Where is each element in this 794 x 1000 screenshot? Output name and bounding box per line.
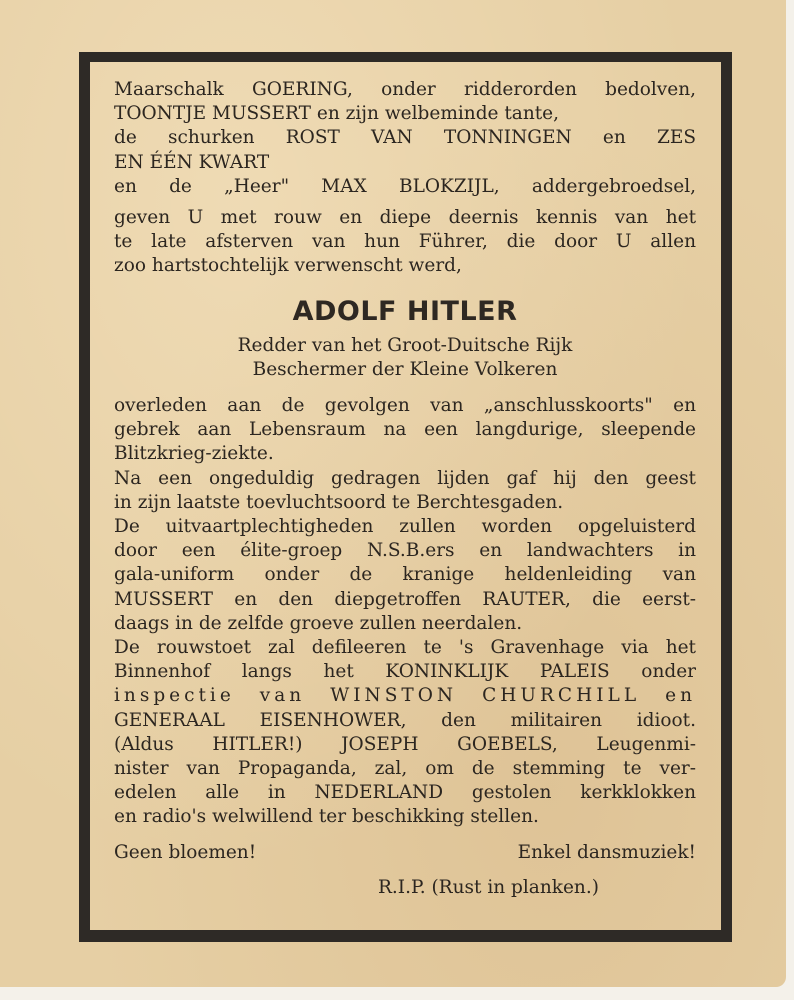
body-line: gala-uniform onder de kranige heldenleiding van bbox=[114, 564, 696, 586]
body-line: inspectie van WINSTON CHURCHILL en bbox=[114, 685, 696, 707]
opening-line: Maarschalk GOERING, onder ridderorden bedolven, bbox=[114, 79, 696, 100]
footer-row bbox=[114, 841, 696, 865]
body-line: Blitzkrieg-ziekte. bbox=[114, 443, 274, 465]
body-line: De uitvaartplechtigheden zullen worden opgeluisterd bbox=[114, 516, 696, 538]
title-line: Redder van het Groot-Duitsche Rijk bbox=[237, 334, 573, 356]
rip-closing: R.I.P. (Rust in planken.) bbox=[378, 876, 599, 898]
body-line: nister van Propaganda, zal, om de stemming te ver- bbox=[114, 758, 696, 780]
body-line: en radio's welwillend ter beschikking stellen. bbox=[114, 806, 539, 828]
body-line: daags in de zelfde groeve zullen neerdalen. bbox=[114, 612, 523, 634]
body-line: De rouwstoet zal defileeren te 's Gravenhage via het bbox=[114, 637, 696, 659]
body-line: Binnenhof langs het KONINKLIJK PALEIS onder bbox=[114, 661, 696, 683]
body-line: (Aldus HITLER!) JOSEPH GOEBELS, Leugenmi- bbox=[114, 733, 696, 755]
body-line: GENERAAL EISENHOWER, den militairen idioot. bbox=[114, 709, 696, 731]
opening-line: en de „Heer" MAX BLOKZIJL, addergebroedsel, bbox=[114, 175, 696, 197]
body-line: gebrek aan Lebensraum na een langdurige, sleepende bbox=[114, 419, 696, 441]
dance-music-note: Enkel dansmuziek! bbox=[517, 841, 696, 863]
obituary-text bbox=[114, 78, 696, 900]
title-line: Beschermer der Kleine Volkeren bbox=[252, 358, 558, 380]
opening-line: de schurken ROST VAN TONNINGEN en ZES bbox=[114, 127, 696, 149]
opening-line: TOONTJE MUSSERT en zijn welbeminde tante, bbox=[114, 103, 560, 125]
announcement-line: geven U met rouw en diepe deernis kennis van het bbox=[114, 207, 696, 229]
announcement-line: zoo hartstochtelijk verwenscht werd, bbox=[114, 255, 462, 277]
body-line: door een élite-groep N.S.B.ers en landwachters in bbox=[114, 540, 696, 562]
no-flowers-note: Geen bloemen! bbox=[114, 841, 257, 863]
body-line: MUSSERT en den diepgetroffen RAUTER, die eerst- bbox=[114, 588, 696, 610]
body-line: Na een ongeduldig gedragen lijden gaf hij den geest bbox=[114, 467, 696, 489]
body-line: overleden aan de gevolgen van „anschlusskoorts" en bbox=[114, 395, 696, 417]
body-line: in zijn laatste toevluchtsoord te Berchtesgaden. bbox=[114, 491, 564, 513]
deceased-name: ADOLF HITLER bbox=[292, 295, 518, 327]
announcement-line: te late afsterven van hun Führer, die door U allen bbox=[114, 231, 696, 253]
opening-line: EN ÉÉN KWART bbox=[114, 151, 270, 173]
body-line: edelen alle in NEDERLAND gestolen kerkklokken bbox=[114, 782, 696, 804]
